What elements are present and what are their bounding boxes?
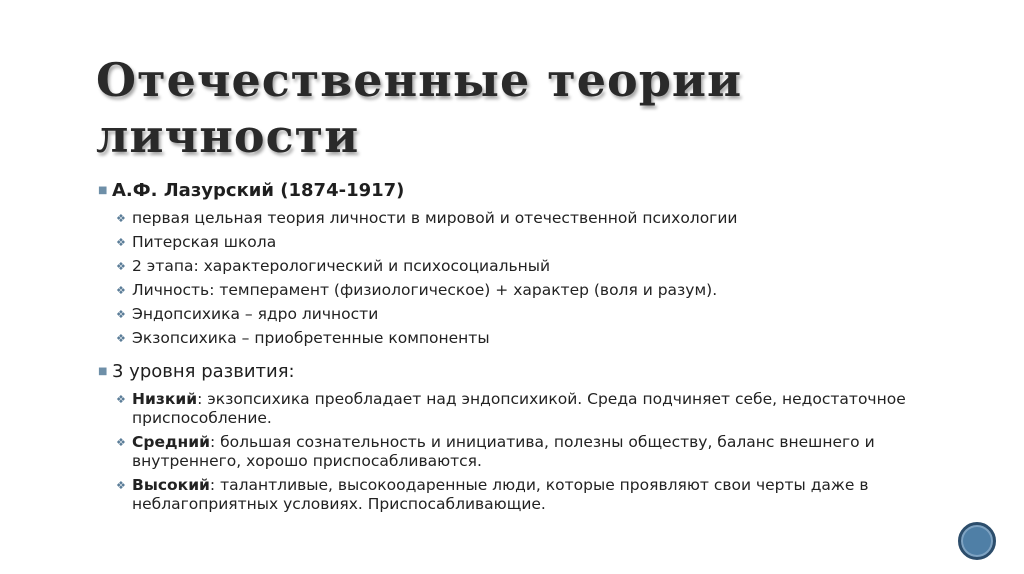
title-line-1: Отечественные теории: [96, 53, 743, 107]
section-list-levels: [116, 390, 978, 514]
content-body: [98, 180, 978, 519]
diamond-bullet-icon: ❖: [116, 332, 126, 345]
diamond-bullet-icon: ❖: [116, 236, 126, 249]
list-item-text: [132, 433, 978, 471]
list-item: [116, 433, 978, 471]
square-bullet-icon: ■: [98, 185, 108, 196]
list-item-text: Эндопсихика – ядро личности: [132, 305, 379, 323]
list-item: [116, 390, 978, 428]
slide-title: [96, 52, 936, 164]
level-label: Высокий: [132, 476, 210, 494]
slide-nav-button[interactable]: [958, 522, 996, 560]
title-line-2: личности: [96, 109, 360, 163]
list-item-text: Питерская школа: [132, 233, 277, 251]
level-description: : талантливые, высокоодаренные люди, которые проявляют свои черты даже в неблагоприятных условиях. Приспосабливающие.: [132, 476, 869, 513]
section-heading-levels: [98, 361, 978, 386]
list-item-text: 2 этапа: характерологический и психосоциальный: [132, 257, 551, 275]
diamond-bullet-icon: ❖: [116, 212, 126, 225]
section-heading-text: А.Ф. Лазурский (1874-1917): [112, 180, 405, 201]
list-item: [116, 209, 978, 228]
diamond-bullet-icon: ❖: [116, 260, 126, 273]
square-bullet-icon: ■: [98, 366, 108, 377]
list-item-text: Личность: темперамент (физиологическое) + характер (воля и разум).: [132, 281, 718, 299]
level-label: Средний: [132, 433, 210, 451]
diamond-bullet-icon: ❖: [116, 479, 126, 492]
section-heading-lazursky: [98, 180, 978, 205]
list-item: [116, 476, 978, 514]
diamond-bullet-icon: ❖: [116, 308, 126, 321]
list-item-text: первая цельная теория личности в мировой и отечественной психологии: [132, 209, 738, 227]
list-item-text: Экзопсихика – приобретенные компоненты: [132, 329, 490, 347]
list-item: [116, 233, 978, 252]
diamond-bullet-icon: ❖: [116, 284, 126, 297]
list-item-text: [132, 476, 978, 514]
section-list-lazursky: [116, 209, 978, 348]
list-item: [116, 281, 978, 300]
list-item: [116, 329, 978, 348]
section-heading-text: 3 уровня развития:: [112, 361, 295, 382]
diamond-bullet-icon: ❖: [116, 393, 126, 406]
diamond-bullet-icon: ❖: [116, 436, 126, 449]
list-item-text: [132, 390, 978, 428]
level-description: : большая сознательность и инициатива, полезны обществу, баланс внешнего и внутреннего, хорошо приспосабливаются.: [132, 433, 875, 470]
list-item: [116, 305, 978, 324]
list-item: [116, 257, 978, 276]
level-label: Низкий: [132, 390, 198, 408]
level-description: : экзопсихика преобладает над эндопсихикой. Среда подчиняет себе, недостаточное приспособление.: [132, 390, 906, 427]
